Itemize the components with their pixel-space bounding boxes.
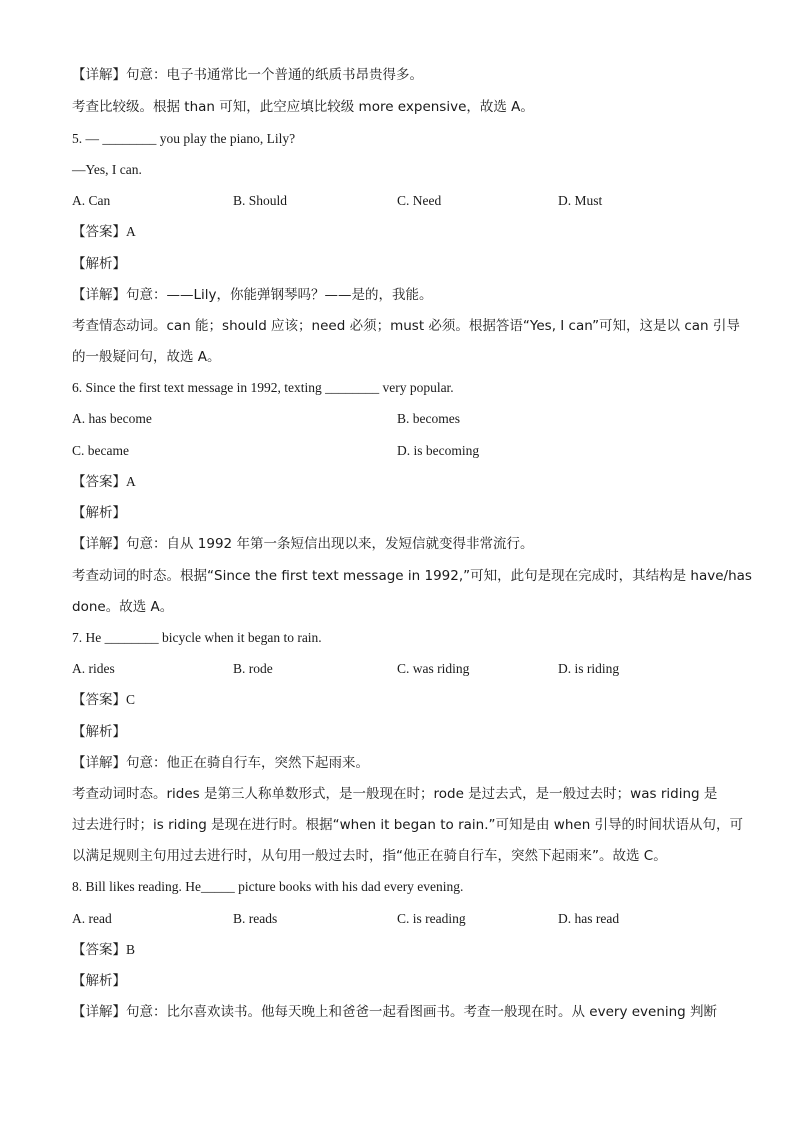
q5-explanation-1: 考查情态动词。can 能；should 应该；need 必须；must 必须。根据答语“Yes, I can”可知，这是以 can 引导 bbox=[72, 318, 740, 334]
q5-option-c: C. Need bbox=[397, 193, 442, 208]
q5-option-b: B. Should bbox=[233, 193, 288, 208]
q5-option-a: A. Can bbox=[72, 193, 111, 208]
q5-option-d: D. Must bbox=[558, 193, 603, 208]
answer-tag: 【答案】 bbox=[72, 942, 126, 958]
detail-tag: 【详解】 bbox=[72, 67, 126, 83]
q7-explanation-3: 以满足规则主句用过去进行时，从句用一般过去时，指“他正在骑自行车，突然下起雨来”。故选 C。 bbox=[72, 848, 667, 864]
q6-explanation-1: 考查动词的时态。根据“Since the first text message in 1992,”可知，此句是现在完成时，其结构是 have/has bbox=[72, 568, 752, 584]
q4-detail-line bbox=[72, 65, 732, 85]
detail-tag: 【详解】 bbox=[72, 755, 126, 771]
q6-detail bbox=[72, 534, 732, 554]
q8-answer bbox=[72, 940, 732, 960]
q7-option-d: D. is riding bbox=[558, 661, 620, 676]
q6-analysis-tag: 【解析】 bbox=[72, 505, 126, 521]
q5-stem: 5. — ________ you play the piano, Lily? bbox=[72, 131, 296, 146]
answer-value: A bbox=[126, 474, 136, 489]
detail-text: 句意：他正在骑自行车，突然下起雨来。 bbox=[126, 755, 369, 771]
q6-stem: 6. Since the first text message in 1992, texting ________ very popular. bbox=[72, 380, 454, 395]
detail-text: 句意：比尔喜欢读书。他每天晚上和爸爸一起看图画书。考查一般现在时。从 every evening 判断 bbox=[126, 1004, 718, 1020]
q7-answer bbox=[72, 690, 732, 710]
answer-tag: 【答案】 bbox=[72, 224, 126, 240]
answer-tag: 【答案】 bbox=[72, 474, 126, 490]
q7-explanation-2: 过去进行时；is riding 是现在进行时。根据“when it began to rain.”可知是由 when 引导的时间状语从句，可 bbox=[72, 817, 744, 833]
q7-detail bbox=[72, 753, 732, 773]
q8-options bbox=[72, 909, 732, 929]
answer-value: A bbox=[126, 224, 136, 239]
q5-analysis-tag: 【解析】 bbox=[72, 256, 126, 272]
q6-options-row-1 bbox=[72, 409, 732, 429]
q8-option-b: B. reads bbox=[233, 911, 278, 926]
detail-text: 句意：电子书通常比一个普通的纸质书昂贵得多。 bbox=[126, 67, 423, 83]
answer-value: B bbox=[126, 942, 136, 957]
q5-detail bbox=[72, 285, 732, 305]
q7-option-c: C. was riding bbox=[397, 661, 470, 676]
detail-text: 句意：自从 1992 年第一条短信出现以来，发短信就变得非常流行。 bbox=[126, 536, 534, 552]
q6-option-b: B. becomes bbox=[397, 411, 460, 426]
q6-option-a: A. has become bbox=[72, 411, 152, 426]
answer-value: C bbox=[126, 692, 136, 707]
q7-stem: 7. He ________ bicycle when it began to rain. bbox=[72, 630, 322, 645]
q8-analysis-tag: 【解析】 bbox=[72, 973, 126, 989]
q7-option-a: A. rides bbox=[72, 661, 115, 676]
q7-analysis-tag: 【解析】 bbox=[72, 724, 126, 740]
q8-stem: 8. Bill likes reading. He_____ picture books with his dad every evening. bbox=[72, 879, 464, 894]
q6-answer bbox=[72, 472, 732, 492]
q7-explanation-1: 考查动词时态。rides 是第三人称单数形式，是一般现在时；rode 是过去式，是一般过去时；was riding 是 bbox=[72, 786, 718, 802]
q8-detail bbox=[72, 1002, 732, 1022]
q8-option-c: C. is reading bbox=[397, 911, 466, 926]
q8-option-d: D. has read bbox=[558, 911, 620, 926]
q6-option-c: C. became bbox=[72, 443, 129, 458]
detail-text: 句意：——Lily，你能弹钢琴吗？——是的，我能。 bbox=[126, 287, 433, 303]
q7-option-b: B. rode bbox=[233, 661, 273, 676]
detail-tag: 【详解】 bbox=[72, 536, 126, 552]
detail-tag: 【详解】 bbox=[72, 1004, 126, 1020]
q6-option-d: D. is becoming bbox=[397, 443, 480, 458]
answer-tag: 【答案】 bbox=[72, 692, 126, 708]
q7-options bbox=[72, 659, 732, 679]
q4-explanation: 考查比较级。根据 than 可知，此空应填比较级 more expensive，故选 A。 bbox=[72, 99, 534, 115]
q5-options bbox=[72, 191, 732, 211]
q8-option-a: A. read bbox=[72, 911, 112, 926]
q5-answer bbox=[72, 222, 732, 242]
q5-explanation-2: 的一般疑问句，故选 A。 bbox=[72, 349, 221, 365]
detail-tag: 【详解】 bbox=[72, 287, 126, 303]
q6-explanation-2: done。故选 A。 bbox=[72, 599, 174, 615]
q5-reply: —Yes, I can. bbox=[72, 162, 142, 177]
q6-options-row-2 bbox=[72, 441, 732, 461]
